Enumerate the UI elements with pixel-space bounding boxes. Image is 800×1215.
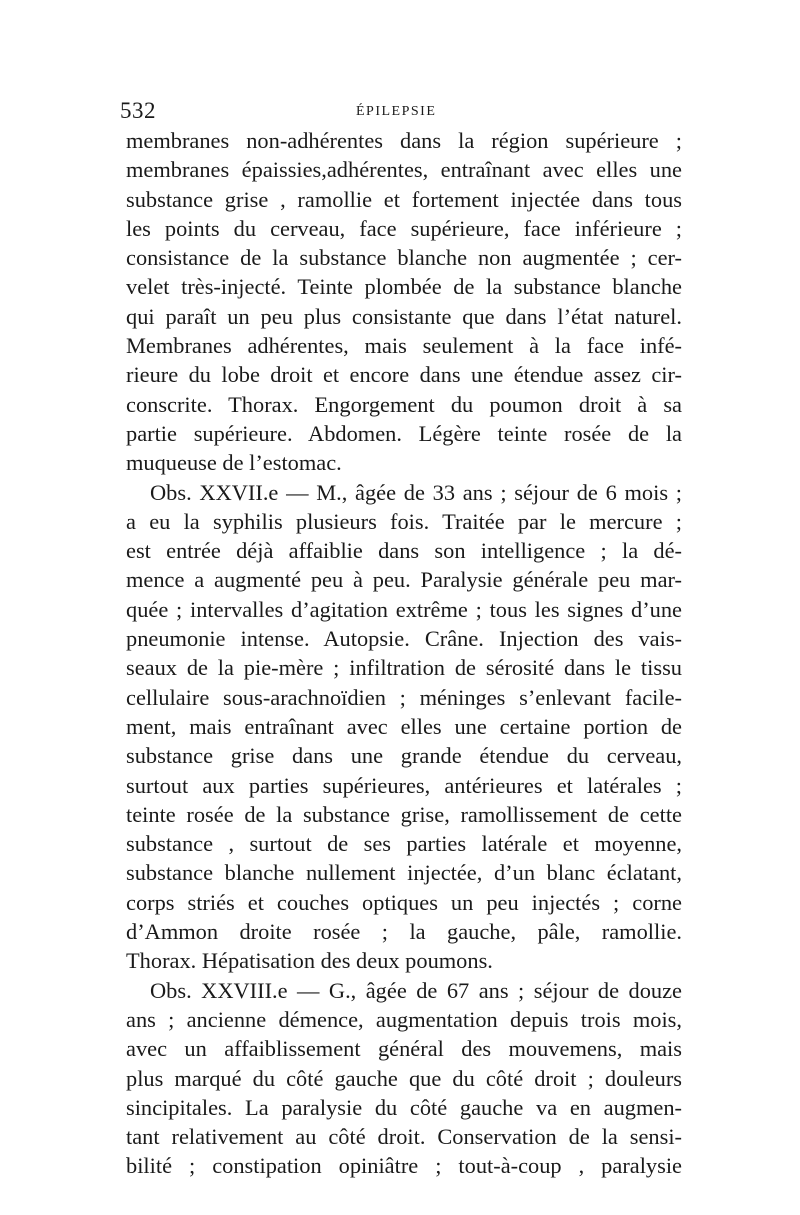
text-line: cellulaire sous-arachnoïdien ; méninges s’enlevant facile- xyxy=(126,684,682,710)
running-title: ÉPILEPSIE xyxy=(356,104,437,119)
text-line: Thorax. Hépatisation des deux poumons. xyxy=(126,948,493,974)
text-line: ment, mais entraînant avec elles une certaine portion de xyxy=(126,713,682,739)
text-line: pneumonie intense. Autopsie. Crâne. Injection des vais- xyxy=(126,626,682,652)
text-line: membranes épaissies,adhérentes, entraînant avec elles une xyxy=(126,157,682,183)
text-line: substance grise , ramollie et fortement injectée dans tous xyxy=(126,186,682,212)
text-line: consistance de la substance blanche non augmentée ; cer- xyxy=(126,245,682,271)
text-line: surtout aux parties supérieures, antérieures et latérales ; xyxy=(126,772,682,798)
text-line: bilité ; constipation opiniâtre ; tout-à-coup , paralysie xyxy=(126,1153,682,1179)
text-line: substance , surtout de ses parties latérale et moyenne, xyxy=(126,831,682,857)
text-line: est entrée déjà affaiblie dans son intelligence ; la dé- xyxy=(126,538,682,564)
text-line: membranes non-adhérentes dans la région supérieure ; xyxy=(126,128,682,153)
text-line: les points du cerveau, face supérieure, face inférieure ; xyxy=(126,215,682,241)
body-text xyxy=(126,126,682,1181)
text-line: teinte rosée de la substance grise, ramollissement de cette xyxy=(126,801,682,827)
text-line: corps striés et couches optiques un peu injectés ; corne xyxy=(126,889,682,915)
text-line: qui paraît un peu plus consistante que dans l’état naturel. xyxy=(126,303,682,329)
text-line: substance grise dans une grande étendue du cerveau, xyxy=(126,743,682,769)
running-head xyxy=(120,98,680,124)
text-line: partie supérieure. Abdomen. Légère teinte rosée de la xyxy=(126,420,682,446)
text-line: d’Ammon droite rosée ; la gauche, pâle, ramollie. xyxy=(126,919,682,945)
text-line: muqueuse de l’estomac. xyxy=(126,450,342,476)
text-line: mence a augmenté peu à peu. Paralysie générale peu mar- xyxy=(126,567,682,593)
text-line: plus marqué du côté gauche que du côté droit ; douleurs xyxy=(126,1065,682,1091)
text-line: avec un affaiblissement général des mouvemens, mais xyxy=(126,1036,682,1062)
text-line: Membranes adhérentes, mais seulement à la face infé- xyxy=(126,333,682,359)
text-line: conscrite. Thorax. Engorgement du poumon droit à sa xyxy=(126,391,682,417)
text-line: sincipitales. La paralysie du côté gauche va en augmen- xyxy=(126,1094,682,1120)
text-line: a eu la syphilis plusieurs fois. Traitée par le mercure ; xyxy=(126,508,682,534)
text-line: ans ; ancienne démence, augmentation depuis trois mois, xyxy=(126,1006,682,1032)
observation-heading-line: Obs. XXVIII.e — G., âgée de 67 ans ; séjour de douze xyxy=(150,977,682,1003)
page-number: 532 xyxy=(120,98,156,123)
text-line: substance blanche nullement injectée, d’un blanc éclatant, xyxy=(126,860,682,886)
text-line: quée ; intervalles d’agitation extrême ; tous les signes d’une xyxy=(126,596,682,622)
text-line: tant relativement au côté droit. Conservation de la sensi- xyxy=(126,1124,682,1150)
text-line: velet très-injecté. Teinte plombée de la substance blanche xyxy=(126,274,682,300)
text-line: rieure du lobe droit et encore dans une étendue assez cir- xyxy=(126,362,682,388)
text-line: seaux de la pie-mère ; infiltration de sérosité dans le tissu xyxy=(126,655,682,681)
observation-heading-line: Obs. XXVII.e — M., âgée de 33 ans ; séjour de 6 mois ; xyxy=(150,479,682,505)
